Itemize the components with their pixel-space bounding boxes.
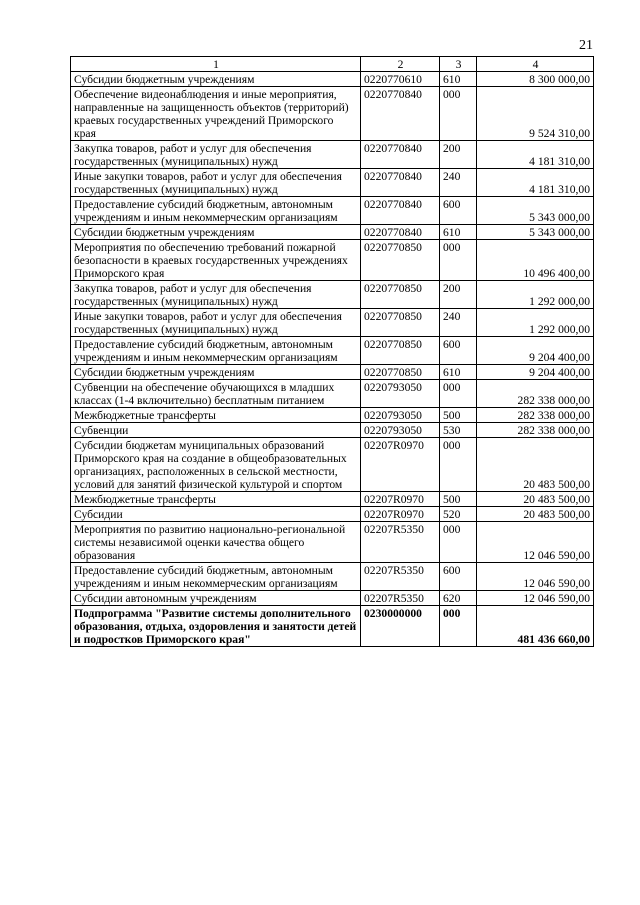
table-row xyxy=(71,408,594,423)
column-header-sum: 4 xyxy=(477,57,594,72)
row-sum-cell: 12 046 590,00 xyxy=(477,591,594,606)
row-sum-cell: 20 483 500,00 xyxy=(477,492,594,507)
row-sum-cell: 8 300 000,00 xyxy=(477,72,594,87)
row-name-cell: Предоставление субсидий бюджетным, автономным учреждениям и иным некоммерческим организациям xyxy=(71,197,361,225)
row-type-cell: 240 xyxy=(440,169,477,197)
table-row xyxy=(71,423,594,438)
row-code-cell: 0220770850 xyxy=(361,240,440,281)
row-sum-cell: 4 181 310,00 xyxy=(477,169,594,197)
row-code-cell: 02207R0970 xyxy=(361,438,440,492)
row-name-cell: Мероприятия по развитию национально-региональной системы независимой оценки качества общего образования xyxy=(71,522,361,563)
row-type-cell: 620 xyxy=(440,591,477,606)
table-row xyxy=(71,563,594,591)
row-code-cell: 02207R0970 xyxy=(361,507,440,522)
row-type-cell: 000 xyxy=(440,438,477,492)
row-sum-cell: 20 483 500,00 xyxy=(477,507,594,522)
row-code-cell: 02207R0970 xyxy=(361,492,440,507)
row-sum-cell: 9 204 400,00 xyxy=(477,365,594,380)
row-code-cell: 0220770850 xyxy=(361,365,440,380)
table-row xyxy=(71,169,594,197)
row-sum-cell: 9 524 310,00 xyxy=(477,87,594,141)
table-row xyxy=(71,337,594,365)
row-sum-cell: 481 436 660,00 xyxy=(477,606,594,647)
row-type-cell: 000 xyxy=(440,87,477,141)
table-row xyxy=(71,141,594,169)
row-sum-cell: 282 338 000,00 xyxy=(477,408,594,423)
row-name-cell: Мероприятия по обеспечению требований пожарной безопасности в краевых государственных учреждениях Приморского края xyxy=(71,240,361,281)
row-type-cell: 500 xyxy=(440,492,477,507)
row-sum-cell: 12 046 590,00 xyxy=(477,563,594,591)
row-type-cell: 000 xyxy=(440,522,477,563)
row-name-cell: Обеспечение видеонаблюдения и иные мероприятия, направленные на защищенность объектов (территорий) краевых государственных учреждений Приморского края xyxy=(71,87,361,141)
row-type-cell: 240 xyxy=(440,309,477,337)
row-sum-cell: 20 483 500,00 xyxy=(477,438,594,492)
row-name-cell: Предоставление субсидий бюджетным, автономным учреждениям и иным некоммерческим организациям xyxy=(71,337,361,365)
row-sum-cell: 1 292 000,00 xyxy=(477,281,594,309)
table-header-row xyxy=(71,57,594,72)
table-row xyxy=(71,591,594,606)
table-body xyxy=(71,72,594,647)
row-code-cell: 0230000000 xyxy=(361,606,440,647)
row-code-cell: 0220770840 xyxy=(361,225,440,240)
row-type-cell: 600 xyxy=(440,197,477,225)
row-type-cell: 610 xyxy=(440,365,477,380)
table-row xyxy=(71,606,594,647)
row-type-cell: 610 xyxy=(440,72,477,87)
row-type-cell: 000 xyxy=(440,606,477,647)
row-sum-cell: 282 338 000,00 xyxy=(477,423,594,438)
row-name-cell: Иные закупки товаров, работ и услуг для обеспечения государственных (муниципальных) нужд xyxy=(71,309,361,337)
table-row xyxy=(71,87,594,141)
row-sum-cell: 5 343 000,00 xyxy=(477,197,594,225)
column-header-name: 1 xyxy=(71,57,361,72)
row-code-cell: 0220770850 xyxy=(361,337,440,365)
row-name-cell: Межбюджетные трансферты xyxy=(71,492,361,507)
row-type-cell: 000 xyxy=(440,380,477,408)
row-code-cell: 0220793050 xyxy=(361,423,440,438)
row-type-cell: 530 xyxy=(440,423,477,438)
column-header-type: 3 xyxy=(440,57,477,72)
row-name-cell: Субсидии бюджетным учреждениям xyxy=(71,365,361,380)
row-name-cell: Субсидии автономным учреждениям xyxy=(71,591,361,606)
table-row xyxy=(71,240,594,281)
table-row xyxy=(71,380,594,408)
row-code-cell: 0220770850 xyxy=(361,281,440,309)
row-name-cell: Закупка товаров, работ и услуг для обеспечения государственных (муниципальных) нужд xyxy=(71,141,361,169)
row-sum-cell: 12 046 590,00 xyxy=(477,522,594,563)
row-name-cell: Субсидии xyxy=(71,507,361,522)
row-code-cell: 0220770610 xyxy=(361,72,440,87)
row-name-cell: Закупка товаров, работ и услуг для обеспечения государственных (муниципальных) нужд xyxy=(71,281,361,309)
row-name-cell: Субвенции на обеспечение обучающихся в младших классах (1-4 включительно) бесплатным питанием xyxy=(71,380,361,408)
row-code-cell: 02207R5350 xyxy=(361,591,440,606)
row-name-cell: Субвенции xyxy=(71,423,361,438)
page-number: 21 xyxy=(579,38,593,53)
row-sum-cell: 282 338 000,00 xyxy=(477,380,594,408)
row-code-cell: 0220793050 xyxy=(361,380,440,408)
row-code-cell: 02207R5350 xyxy=(361,563,440,591)
row-code-cell: 0220770840 xyxy=(361,141,440,169)
row-type-cell: 520 xyxy=(440,507,477,522)
row-type-cell: 000 xyxy=(440,240,477,281)
table-row xyxy=(71,72,594,87)
row-name-cell: Субсидии бюджетным учреждениям xyxy=(71,225,361,240)
row-code-cell: 0220770850 xyxy=(361,309,440,337)
column-header-code: 2 xyxy=(361,57,440,72)
row-sum-cell: 10 496 400,00 xyxy=(477,240,594,281)
row-name-cell: Предоставление субсидий бюджетным, автономным учреждениям и иным некоммерческим организациям xyxy=(71,563,361,591)
row-code-cell: 0220770840 xyxy=(361,169,440,197)
row-code-cell: 0220793050 xyxy=(361,408,440,423)
row-code-cell: 0220770840 xyxy=(361,87,440,141)
row-code-cell: 0220770840 xyxy=(361,197,440,225)
row-name-cell: Субсидии бюджетным учреждениям xyxy=(71,72,361,87)
row-sum-cell: 4 181 310,00 xyxy=(477,141,594,169)
row-type-cell: 200 xyxy=(440,281,477,309)
table-row xyxy=(71,197,594,225)
row-name-cell: Иные закупки товаров, работ и услуг для обеспечения государственных (муниципальных) нужд xyxy=(71,169,361,197)
row-sum-cell: 5 343 000,00 xyxy=(477,225,594,240)
table-row xyxy=(71,365,594,380)
row-type-cell: 200 xyxy=(440,141,477,169)
row-sum-cell: 1 292 000,00 xyxy=(477,309,594,337)
table-row xyxy=(71,507,594,522)
row-name-cell: Межбюджетные трансферты xyxy=(71,408,361,423)
row-sum-cell: 9 204 400,00 xyxy=(477,337,594,365)
table-row xyxy=(71,281,594,309)
row-type-cell: 600 xyxy=(440,337,477,365)
row-code-cell: 02207R5350 xyxy=(361,522,440,563)
row-name-cell: Подпрограмма "Развитие системы дополнительного образования, отдыха, оздоровления и занятости детей и подростков Приморского края" xyxy=(71,606,361,647)
table-row xyxy=(71,522,594,563)
row-type-cell: 600 xyxy=(440,563,477,591)
table-row xyxy=(71,225,594,240)
table-row xyxy=(71,438,594,492)
row-type-cell: 610 xyxy=(440,225,477,240)
row-type-cell: 500 xyxy=(440,408,477,423)
table-row xyxy=(71,309,594,337)
table-row xyxy=(71,492,594,507)
row-name-cell: Субсидии бюджетам муниципальных образований Приморского края на создание в общеобразовательных организациях, расположенных в сельской местности, условий для занятий физической культурой и спортом xyxy=(71,438,361,492)
budget-table xyxy=(70,56,594,647)
